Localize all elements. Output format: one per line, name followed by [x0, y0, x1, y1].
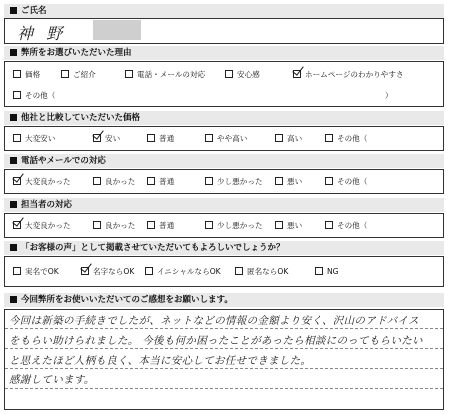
phone-options-box: [4, 169, 444, 194]
price-section-header: [4, 111, 444, 125]
checkbox[interactable]: [235, 267, 243, 275]
price-section-title: 他社と比較していただいた価格: [21, 113, 141, 123]
checkbox[interactable]: [205, 177, 213, 185]
redacted-surname: [93, 20, 141, 40]
name-field: [4, 18, 444, 44]
staff-option[interactable]: 悪い: [275, 220, 302, 232]
other-close-paren: ）: [385, 91, 393, 100]
price-option[interactable]: 高い: [275, 133, 302, 145]
voice-section-title: 「お客様の声」として掲載させていただいてもよろしいでしょうか？: [21, 243, 285, 253]
checkbox[interactable]: [275, 177, 283, 185]
checkbox[interactable]: [147, 221, 155, 229]
comment-line: と思えたほど人柄も良く、本当に安心してお任せできました。: [9, 355, 312, 367]
checked-checkbox[interactable]: [13, 177, 21, 185]
square-bullet-icon: [10, 296, 17, 303]
price-option[interactable]: やや高い: [205, 133, 247, 145]
checkbox[interactable]: [225, 70, 233, 78]
checkbox[interactable]: [93, 177, 101, 185]
checkbox[interactable]: [13, 134, 21, 142]
staff-section-title: 担当者の対応: [21, 200, 73, 210]
voice-option[interactable]: 名字ならOK: [81, 266, 134, 278]
comment-box: [4, 309, 444, 410]
checkbox[interactable]: [13, 91, 21, 99]
voice-option[interactable]: 実名でOK: [13, 266, 59, 278]
price-option[interactable]: 大変安い: [13, 133, 55, 145]
phone-option[interactable]: 大変良かった: [13, 176, 71, 188]
staff-options-box: [4, 213, 444, 238]
comment-line: 感謝しています。: [9, 374, 95, 386]
checkbox[interactable]: [147, 177, 155, 185]
reason-option[interactable]: ご紹介: [61, 69, 96, 81]
checkbox[interactable]: [275, 221, 283, 229]
reason-section-header: [4, 46, 444, 60]
checked-checkbox[interactable]: [293, 70, 301, 78]
staff-option[interactable]: 大変良かった: [13, 220, 71, 232]
checkbox[interactable]: [93, 221, 101, 229]
checkbox[interactable]: [205, 221, 213, 229]
ruled-line: [5, 368, 443, 369]
comment-section-header: [4, 293, 444, 307]
checkbox[interactable]: [145, 267, 153, 275]
checkbox[interactable]: [205, 134, 213, 142]
phone-option[interactable]: 悪い: [275, 176, 302, 188]
phone-option[interactable]: 少し悪かった: [205, 176, 263, 188]
name-section-header: [4, 4, 444, 18]
checkbox[interactable]: [147, 134, 155, 142]
checkbox[interactable]: [61, 70, 69, 78]
ruled-line: [5, 328, 443, 329]
square-bullet-icon: [10, 201, 17, 208]
checkbox[interactable]: [325, 134, 333, 142]
voice-option[interactable]: イニシャルならOK: [145, 266, 221, 278]
voice-option[interactable]: NG: [315, 266, 339, 278]
price-option[interactable]: その他（: [325, 133, 367, 145]
ruled-line: [5, 388, 443, 389]
staff-option[interactable]: 普通: [147, 220, 174, 232]
checked-checkbox[interactable]: [13, 221, 21, 229]
staff-option[interactable]: 良かった: [93, 220, 135, 232]
reason-option-other[interactable]: その他（: [13, 90, 55, 102]
reason-option[interactable]: 安心感: [225, 69, 260, 81]
square-bullet-icon: [10, 157, 17, 164]
name-section-title: ご氏名: [21, 6, 47, 16]
checked-checkbox[interactable]: [93, 134, 101, 142]
staff-option[interactable]: その他（: [325, 220, 367, 232]
ruled-line: [5, 348, 443, 349]
phone-option[interactable]: その他（: [325, 176, 367, 188]
comment-line: 今回は新築の手続きでしたが、ネットなどの情報の金額より安く、沢山のアドバイス: [9, 315, 419, 327]
square-bullet-icon: [10, 114, 17, 121]
comment-line: をもらい助けられました。 今後も何か困ったことがあったら相談にのってもらいたい: [9, 335, 423, 347]
checkbox[interactable]: [275, 134, 283, 142]
price-option[interactable]: 普通: [147, 133, 174, 145]
square-bullet-icon: [10, 49, 17, 56]
phone-option[interactable]: 良かった: [93, 176, 135, 188]
staff-option[interactable]: 少し悪かった: [205, 220, 263, 232]
survey-sheet: [4, 4, 446, 410]
reason-section-title: 弊所をお選びいただいた理由: [21, 48, 132, 58]
checkbox[interactable]: [13, 267, 21, 275]
checked-checkbox[interactable]: [81, 267, 89, 275]
checkbox[interactable]: [325, 221, 333, 229]
reason-option[interactable]: 価格: [13, 69, 40, 81]
reason-option[interactable]: ホームページのわかりやすさ: [293, 69, 404, 81]
price-option[interactable]: 安い: [93, 133, 120, 145]
reason-option[interactable]: 電話・メールの対応: [125, 69, 205, 81]
checkbox[interactable]: [315, 267, 323, 275]
comment-section-title: 今回弊所をお使いいただいてのご感想をお願いします。: [21, 295, 233, 305]
phone-section-title: 電話やメールでの対応: [21, 156, 106, 166]
customer-name: 神 野: [17, 24, 67, 43]
voice-option[interactable]: 匿名ならOK: [235, 266, 288, 278]
voice-options-box: [4, 256, 444, 287]
checkbox[interactable]: [125, 70, 133, 78]
reason-options-box: [4, 61, 444, 107]
staff-section-header: [4, 198, 444, 212]
checkbox[interactable]: [13, 70, 21, 78]
checkbox[interactable]: [325, 177, 333, 185]
phone-section-header: [4, 154, 444, 168]
square-bullet-icon: [10, 244, 17, 251]
voice-section-header: [4, 241, 444, 255]
phone-option[interactable]: 普通: [147, 176, 174, 188]
square-bullet-icon: [10, 7, 17, 14]
price-options-box: [4, 126, 444, 151]
